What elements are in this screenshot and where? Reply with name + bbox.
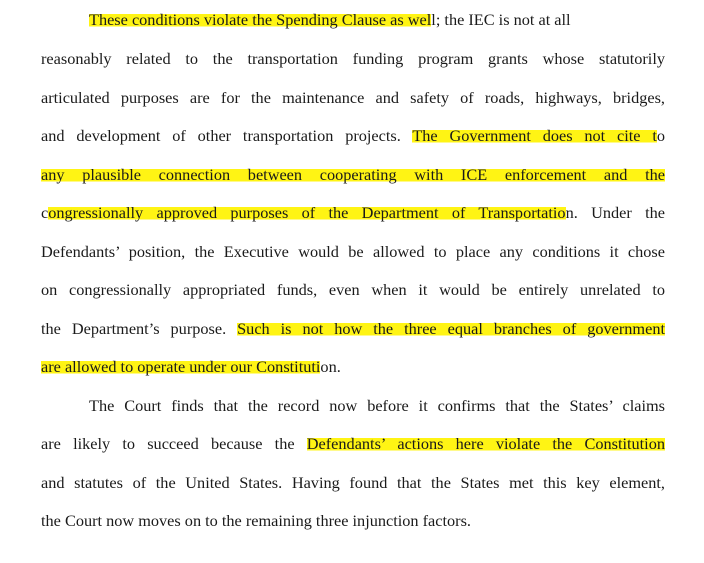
text-run: n. Under the [565,203,665,222]
text-line: articulated purposes are for the maintenance and safety of roads, highways, bridges, [41,88,665,107]
text-line: the Court now moves on to the remaining three injunction factors. [41,511,471,530]
highlighted-text: Such is not how the three equal branches of government [237,319,665,338]
text-line [41,124,665,148]
text-line [41,163,665,187]
text-line [41,432,665,456]
text-run: c [41,203,49,222]
highlighted-text: any plausible connection between cooperating with ICE enforcement and the [41,165,665,184]
text-line [89,8,665,32]
text-line: The Court finds that the record now before it confirms that the States’ claims [89,396,665,415]
text-run: the Department’s purpose. [41,319,238,338]
text-run: l; the IEC is not at all [431,10,571,29]
highlighted-text: These conditions violate the Spending Clause as wel [89,10,432,29]
highlighted-text: The Government does not cite t [412,126,657,145]
text-line: reasonably related to the transportation funding program grants whose statutorily [41,49,665,68]
text-line: on congressionally appropriated funds, even when it would be entirely unrelated to [41,280,665,299]
text-line: and statutes of the United States. Having found that the States met this key element, [41,473,665,492]
highlighted-text: are allowed to operate under our Constituti [41,357,321,376]
text-line [41,317,665,341]
text-run: on. [320,357,341,376]
text-run: and development of other transportation projects. [41,126,413,145]
text-run: are likely to succeed because the [41,434,307,453]
text-line: Defendants’ position, the Executive would be allowed to place any conditions it chose [41,242,665,261]
text-run: o [656,126,665,145]
text-line [41,355,665,379]
text-line [41,201,665,225]
highlighted-text: ongressionally approved purposes of the Department of Transportatio [48,203,566,222]
highlighted-text: Defendants’ actions here violate the Constitution [306,434,665,453]
